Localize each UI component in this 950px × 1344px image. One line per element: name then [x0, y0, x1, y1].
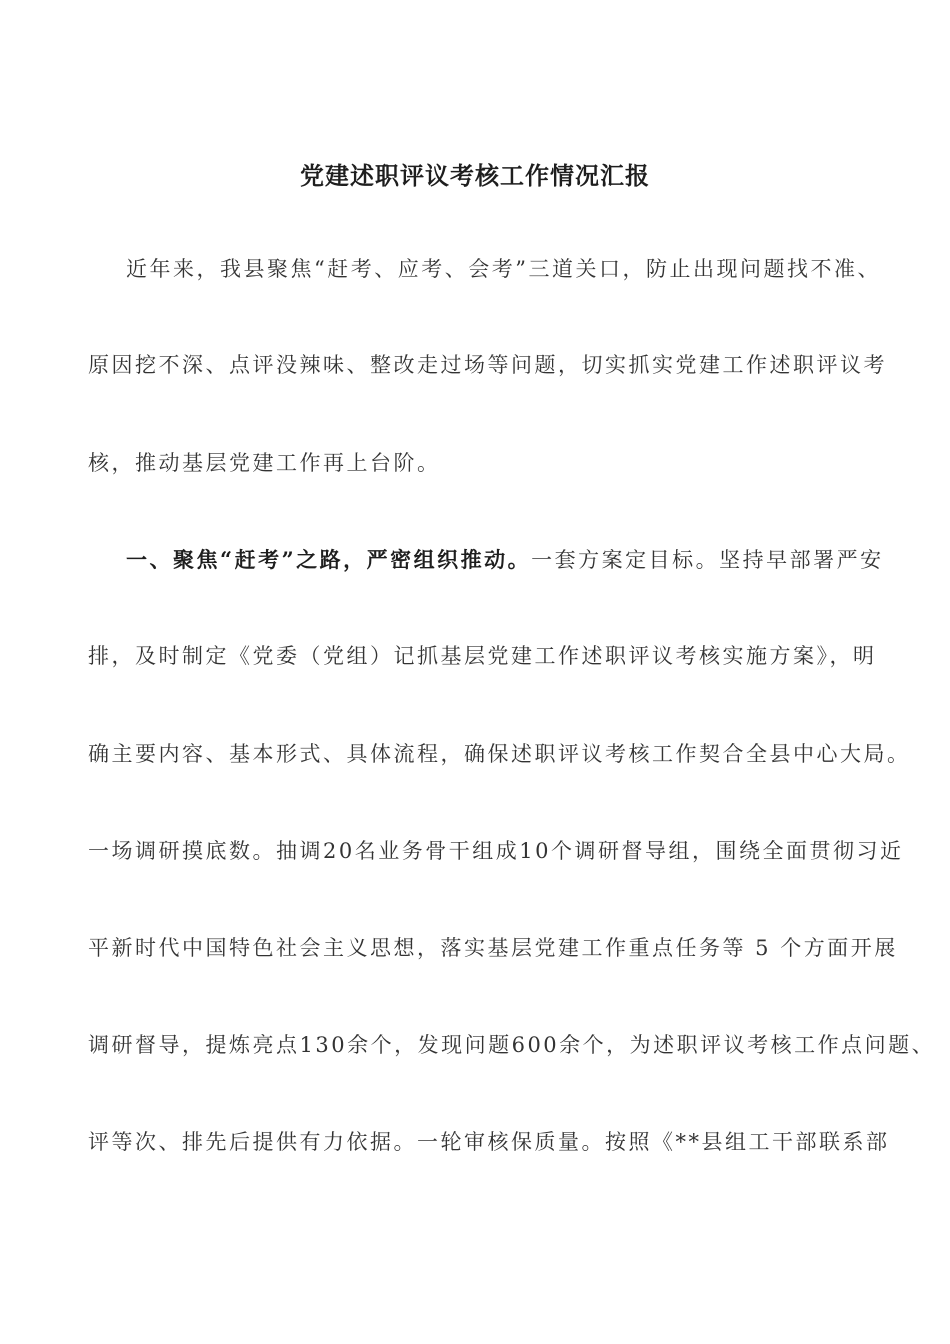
paragraph-line: 评等次、排先后提供有力依据。一轮审核保质量。按照《**县组工干部联系部	[88, 1130, 890, 1154]
paragraph-line: 原因挖不深、点评没辣味、整改走过场等问题，切实抓实党建工作述职评议考	[88, 353, 887, 377]
paragraph-line: 确主要内容、基本形式、具体流程，确保述职评议考核工作契合全县中心大局。	[88, 742, 911, 766]
paragraph-line: 平新时代中国特色社会主义思想，落实基层党建工作重点任务等 5 个方面开展	[88, 936, 898, 960]
paragraph-line: 调研督导，提炼亮点130余个，发现问题600余个，为述职评议考核工作点问题、	[88, 1033, 936, 1057]
paragraph-line: 近年来，我县聚焦“赶考、应考、会考”三道关口，防止出现问题找不准、	[126, 257, 881, 281]
document-title: 党建述职评议考核工作情况汇报	[300, 161, 650, 190]
paragraph-line: 一场调研摸底数。抽调20名业务骨干组成10个调研督导组，围绕全面贯彻习近	[88, 839, 904, 863]
section-first-line-text: 一套方案定目标。坚持早部署严安	[531, 548, 884, 572]
section-first-line	[126, 545, 884, 575]
paragraph-line: 排，及时制定《党委（党组）记抓基层党建工作述职评议考核实施方案》，明	[88, 644, 877, 668]
paragraph-line: 核，推动基层党建工作再上台阶。	[88, 451, 441, 475]
section-heading: 一、聚焦“赶考”之路，严密组织推动。	[126, 547, 532, 572]
